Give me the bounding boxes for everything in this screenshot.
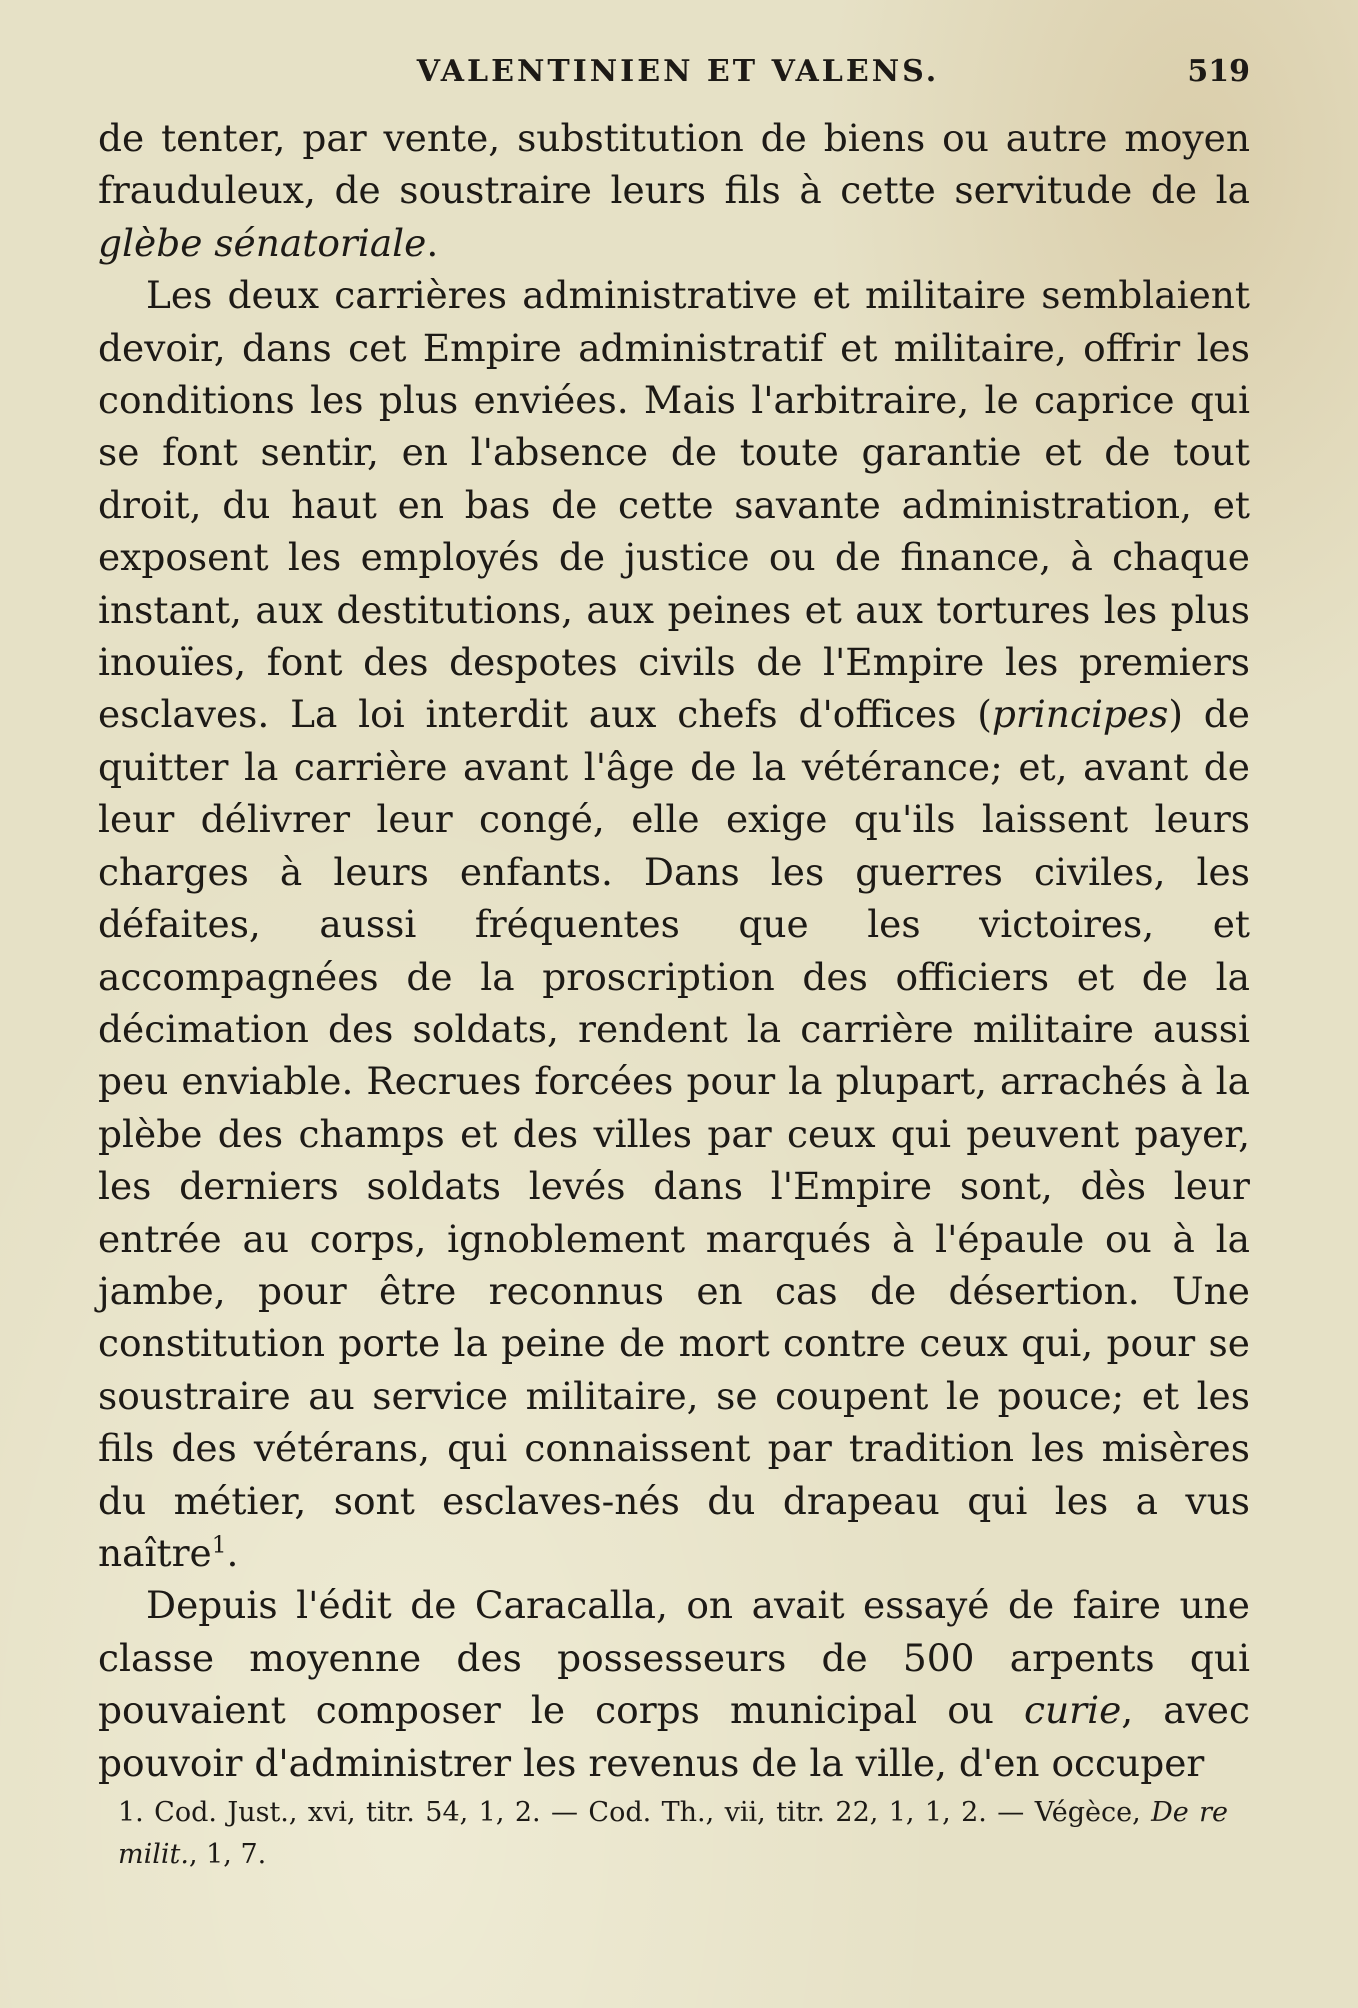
paragraph-2-text: Les deux carrières administrative et militaire semblaient devoir, dans cet Empire administratif et militaire, offrir les conditions les plus enviées. Mais l'arbitraire, le caprice qui se font sentir, en l'absence de toute garantie et de tout droit, du haut en bas de cette savante administration, et exposent les employés de justice ou de finance, à chaque instant, aux destitutions, aux peines et aux tortures les plus inouïes, font des despotes civils de l'Empire les premiers esclaves. La loi interdit aux chefs d'offices ( — [98, 273, 1250, 737]
paragraph-1-end: . — [426, 220, 439, 265]
footnote-italic: De re milit. — [118, 1797, 1229, 1870]
paragraph-1-text: de tenter, par vente, substitution de biens ou autre moyen frauduleux, de soustraire leurs fils à cette servitude de la — [98, 116, 1250, 213]
footnote — [118, 1792, 1228, 1876]
paragraph-3-end: , avec pouvoir d'administrer les revenus de la ville, d'en occuper — [98, 1688, 1250, 1785]
paragraph-1 — [98, 112, 1250, 269]
paragraph-3-italic: curie — [1024, 1688, 1122, 1733]
paragraph-1-italic: glèbe sénatoriale — [98, 220, 427, 265]
footnote-text: Cod. Just., xvi, titr. 54, 1, 2. — Cod. Th., vii, titr. 22, 1, 1, 2. — Végèce, — [143, 1797, 1152, 1828]
paragraph-2-italic: principes — [991, 692, 1169, 737]
running-title: VALENTINIEN ET VALENS. — [416, 54, 940, 89]
footnote-number: 1. — [118, 1797, 144, 1828]
paragraph-2-end: . — [226, 1530, 239, 1575]
paragraph-2-continued: ) de quitter la carrière avant l'âge de la vétérance; et, avant de leur délivrer leur congé, elle exige qu'ils laissent leurs charges à leurs enfants. Dans les guerres civiles, les défaites, aussi fréquentes que les victoires, et accompagnées de la proscription des officiers et de la décimation des soldats, rendent la carrière militaire aussi peu enviable. Recrues forcées pour la plupart, arrachés à la plèbe des champs et des villes par ceux qui peuvent payer, les derniers soldats levés dans l'Empire sont, dès leur entrée au corps, ignoblement marqués à l'épaule ou à la jambe, pour être reconnus en cas de désertion. Une constitution porte la peine de mort contre ceux qui, pour se soustraire au service militaire, se coupent le pouce; et les fils des vétérans, qui connaissent par tradition les misères du métier, sont esclaves-nés du drapeau qui les a vus naître — [98, 692, 1250, 1575]
body-text — [98, 112, 1250, 1789]
page-number: 519 — [1187, 54, 1250, 89]
running-head — [98, 54, 1258, 100]
paragraph-3 — [98, 1579, 1250, 1789]
footnote-reference: 1 — [211, 1531, 227, 1559]
paragraph-3-text: Depuis l'édit de Caracalla, on avait essayé de faire une classe moyenne des possesseurs de 500 arpents qui pouvaient composer le corps municipal ou — [98, 1583, 1250, 1733]
paragraph-2 — [98, 269, 1250, 1579]
footnote-end: , 1, 7. — [188, 1839, 267, 1870]
